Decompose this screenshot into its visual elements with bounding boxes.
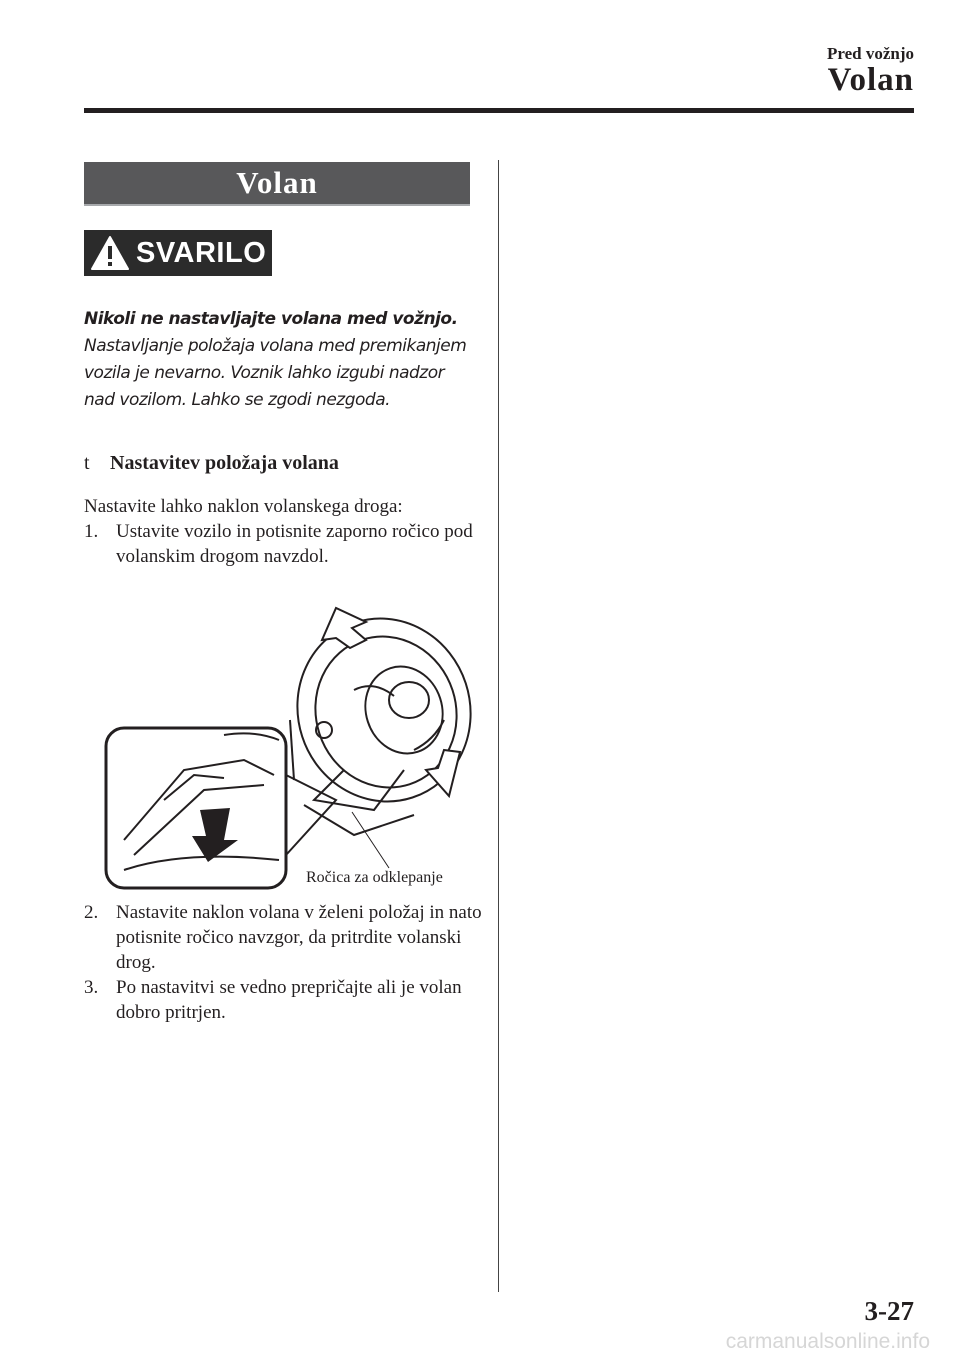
warning-triangle-icon xyxy=(90,235,130,271)
step-3 xyxy=(84,975,484,1025)
intro-line: Nastavite lahko naklon volanskega droga: xyxy=(84,496,403,517)
column-divider xyxy=(498,160,499,1292)
warning-label: SVARILO xyxy=(136,236,267,269)
header-rule xyxy=(84,108,914,113)
steering-wheel-illustration xyxy=(104,600,476,892)
step-number: 2. xyxy=(84,902,99,923)
intro-text xyxy=(84,494,484,569)
step-text: Ustavite vozilo in potisnite zaporno ročico pod volanskim drogom navzdol. xyxy=(116,521,473,567)
header-chapter: Pred vožnjo xyxy=(826,44,914,63)
subsection-marker: t xyxy=(84,452,90,474)
warning-body: Nastavljanje položaja volana med premikanjem vozila je nevarno. Voznik lahko izgubi nadzor nad vozilom. Lahko se zgodi nezgoda. xyxy=(84,336,467,410)
watermark: carmanualsonline.info xyxy=(725,1330,930,1353)
step-text: Po nastavitvi se vedno prepričajte ali je volan dobro pritrjen. xyxy=(116,977,462,1023)
subsection-title: Nastavitev položaja volana xyxy=(110,452,339,474)
figure-caption: Ročica za odklepanje xyxy=(306,869,443,886)
warning-bold-line: Nikoli ne nastavljajte volana med vožnjo. xyxy=(84,309,458,329)
warning-text xyxy=(84,306,476,414)
subsection-heading xyxy=(84,452,339,475)
page-number: 3-27 xyxy=(864,1296,914,1326)
step-number: 3. xyxy=(84,977,99,998)
section-title: Volan xyxy=(84,162,470,206)
step-1 xyxy=(84,519,484,569)
warning-badge xyxy=(84,230,272,276)
header-title: Volan xyxy=(827,62,914,98)
step-number: 1. xyxy=(84,521,99,542)
steps-continued xyxy=(84,900,484,1025)
step-text: Nastavite naklon volana v želeni položaj in nato potisnite ročico navzgor, da pritrdite volanski drog. xyxy=(116,902,482,973)
step-2 xyxy=(84,900,484,975)
